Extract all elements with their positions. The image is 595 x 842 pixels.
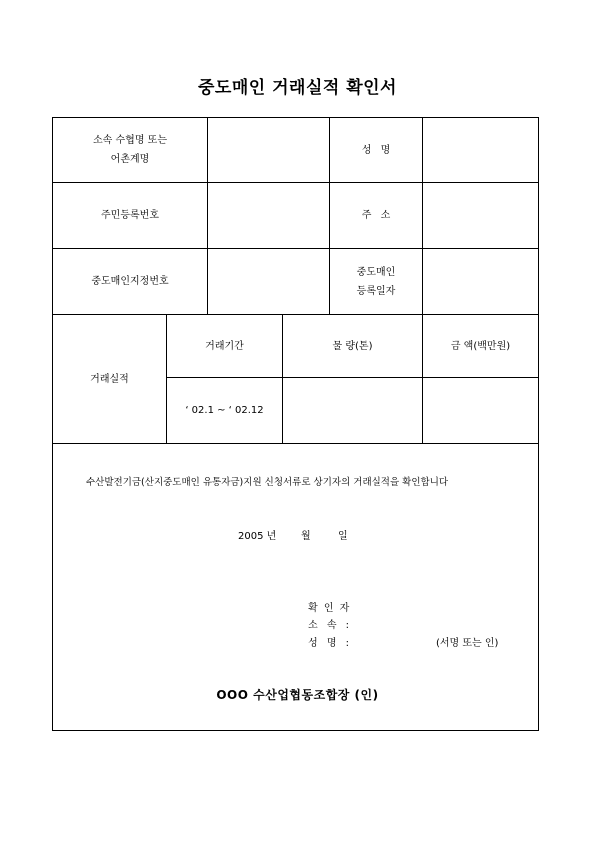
registration-date-label-cell — [330, 249, 422, 314]
document-title: 중도매인 거래실적 확인서 — [198, 78, 397, 98]
confirmer-affiliation-label: 소 속 : — [308, 620, 350, 631]
confirmer-name-label: 성 명 : — [308, 638, 350, 649]
period-value: ‘ 02.1 ~ ‘ 02.12 — [185, 405, 264, 416]
confirmer-heading: 확 인 자 — [308, 603, 350, 614]
address-label: 주 소 — [361, 210, 391, 221]
date-year: 2005 년 — [238, 531, 277, 542]
amount-header-cell — [423, 315, 538, 377]
resident-number-label: 주민등록번호 — [101, 210, 159, 221]
organization-seal-line: OOO 수산업협동조합장 (인) — [216, 688, 379, 702]
address-value-cell[interactable] — [423, 183, 538, 248]
date-month: 월 — [301, 531, 311, 542]
designation-number-label-cell — [53, 249, 207, 314]
resident-number-value-cell[interactable] — [208, 183, 329, 248]
row-divider — [53, 443, 538, 444]
amount-header: 금 액(백만원) — [450, 340, 511, 352]
signature-note: (서명 또는 인) — [436, 638, 499, 649]
registration-date-label-line2: 등록일자 — [356, 285, 396, 297]
quantity-header: 물 량(톤) — [332, 340, 373, 352]
period-value-cell — [167, 378, 282, 443]
affiliation-value-cell[interactable] — [208, 118, 329, 182]
resident-number-label-cell — [53, 183, 207, 248]
period-header-cell — [167, 315, 282, 377]
affiliation-label-cell — [53, 118, 207, 182]
performance-label-cell — [53, 315, 166, 443]
address-label-cell — [330, 183, 422, 248]
date-day: 일 — [338, 531, 348, 542]
designation-number-label: 중도매인지정번호 — [91, 276, 169, 287]
quantity-value-cell[interactable] — [283, 378, 422, 443]
name-label: 성 명 — [361, 144, 391, 156]
confirmation-statement: 수산발전기금(산지중도매인 유통자금)지원 신청서류로 상기자의 거래실적을 확인합니다 — [86, 477, 449, 488]
registration-date-value-cell[interactable] — [423, 249, 538, 314]
designation-number-value-cell[interactable] — [208, 249, 329, 314]
affiliation-label-line1: 소속 수협명 또는 — [93, 135, 167, 146]
period-header: 거래기간 — [205, 340, 244, 352]
quantity-header-cell — [283, 315, 422, 377]
amount-value-cell[interactable] — [423, 378, 538, 443]
registration-date-label-line1: 중도매인 — [356, 266, 396, 278]
affiliation-label-line2: 어촌계명 — [110, 154, 150, 165]
name-label-cell — [330, 118, 422, 182]
name-value-cell[interactable] — [423, 118, 538, 182]
performance-label: 거래실적 — [90, 373, 129, 385]
